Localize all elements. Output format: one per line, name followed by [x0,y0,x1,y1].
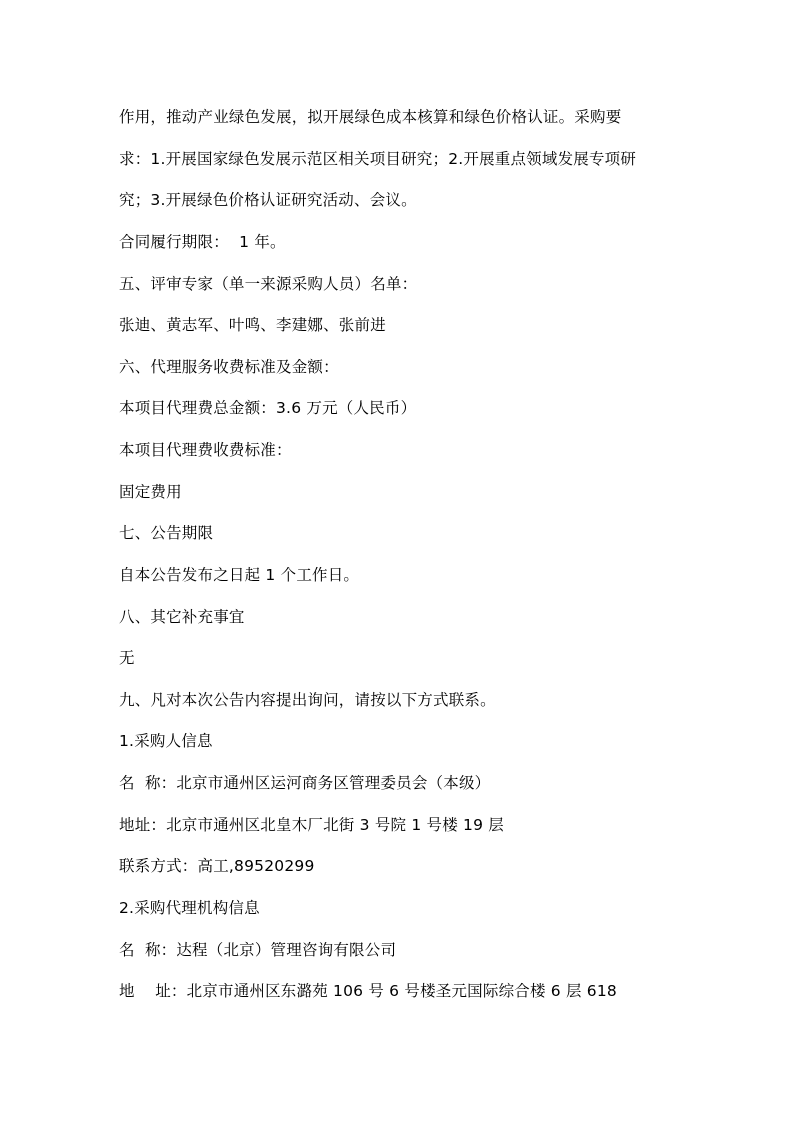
section-heading-8: 八、其它补充事宜 [119,608,245,626]
agency-name-line: 名 称：达程（北京）管理咨询有限公司 [119,941,397,959]
notice-period-line: 自本公告发布之日起 1 个工作日。 [119,566,360,584]
text-line: 求：1.开展国家绿色发展示范区相关项目研究；2.开展重点领域发展专项研 [119,150,637,168]
purchaser-address-line: 地址：北京市通州区北皇木厂北街 3 号院 1 号楼 19 层 [119,816,505,834]
supplement-line: 无 [119,649,135,667]
purchaser-contact-line: 联系方式：高工,89520299 [119,857,315,875]
fixed-fee-line: 固定费用 [119,483,182,501]
fee-standard-line: 本项目代理费收费标准： [119,441,292,459]
section-heading-9: 九、凡对本次公告内容提出询问，请按以下方式联系。 [119,691,496,709]
section-heading-6: 六、代理服务收费标准及金额： [119,358,339,376]
purchaser-name-line: 名 称：北京市通州区运河商务区管理委员会（本级） [119,774,491,792]
purchaser-info-heading: 1.采购人信息 [119,732,213,750]
text-line: 究；3.开展绿色价格认证研究活动、会议。 [119,191,417,209]
fee-amount-line: 本项目代理费总金额：3.6 万元（人民币） [119,399,417,417]
section-heading-5: 五、评审专家（单一来源采购人员）名单： [119,275,418,293]
agency-info-heading: 2.采购代理机构信息 [119,899,260,917]
section-heading-7: 七、公告期限 [119,524,214,542]
contract-period-line: 合同履行期限： 1 年。 [119,233,286,251]
text-line: 作用，推动产业绿色发展，拟开展绿色成本核算和绿色价格认证。采购要 [119,108,622,126]
agency-address-line: 地 址：北京市通州区东潞苑 106 号 6 号楼圣元国际综合楼 6 层 618 [119,982,617,1000]
experts-list: 张迪、黄志军、叶鸣、李建娜、张前进 [119,316,386,334]
